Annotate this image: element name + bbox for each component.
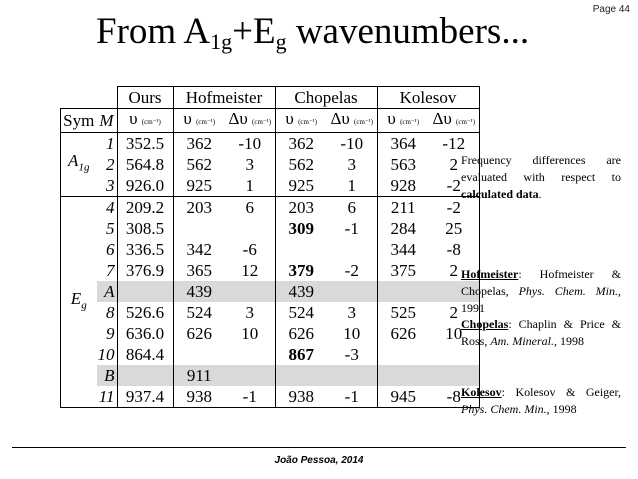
chopelas-value: 203 <box>275 197 327 219</box>
kolesov-delta: 10 <box>429 323 479 344</box>
wavenumber-table <box>60 86 480 408</box>
hofmeister-delta: 12 <box>225 260 275 281</box>
chopelas-value: 938 <box>275 386 327 408</box>
hofmeister-delta <box>225 365 275 386</box>
chopelas-delta: 3 <box>327 154 377 175</box>
hofmeister-value: 362 <box>173 133 225 155</box>
table-row <box>61 175 480 197</box>
chopelas-delta: 3 <box>327 302 377 323</box>
hofmeister-value: 524 <box>186 302 212 322</box>
table-row <box>61 218 480 239</box>
unit-header-row <box>61 109 480 133</box>
chopelas-value: 867 <box>288 344 314 364</box>
hofmeister-value: 925 <box>186 175 212 195</box>
footer-divider <box>12 447 626 448</box>
hofmeister-delta: 1 <box>225 175 275 197</box>
hofmeister-value: 911 <box>173 365 225 386</box>
chopelas-value: 925 <box>288 175 314 195</box>
hofmeister-value: 938 <box>173 386 225 408</box>
chopelas-value: 626 <box>288 323 314 343</box>
table-row <box>61 323 480 344</box>
ours-value: 926.0 <box>117 175 173 197</box>
ours-value: 864.4 <box>117 344 173 365</box>
ours-value: 636.0 <box>117 323 173 344</box>
chopelas-delta: 6 <box>327 197 377 219</box>
sym-a1g: $A_{1g}$ <box>61 133 97 197</box>
kolesov-value: 945 <box>377 386 429 408</box>
unit-kol-d: Δυ (cm⁻¹) <box>429 109 479 133</box>
kolesov-delta: -8 <box>429 239 479 260</box>
kolesov-value: 364 <box>377 133 429 155</box>
unit-cho-v: υ (cm⁻¹) <box>275 109 327 133</box>
kolesov-value: 375 <box>390 260 416 280</box>
m-header: M <box>97 109 118 133</box>
ours-value: 564.8 <box>117 154 173 175</box>
chopelas-delta <box>327 365 377 386</box>
table-row <box>61 302 480 323</box>
kolesov-value <box>377 365 429 386</box>
chopelas-value: 562 <box>288 154 314 174</box>
kolesov-value: 525 <box>390 302 416 322</box>
kolesov-delta: 25 <box>429 218 479 239</box>
chopelas-value: 524 <box>288 302 314 322</box>
mode-label: 4 <box>97 197 118 219</box>
table-row <box>61 365 480 386</box>
kolesov-value: 211 <box>377 197 429 219</box>
note-hofmeister: Hofmeister: Hofmeister & Chopelas, Phys. Chem. Min., 1991 <box>461 267 621 315</box>
hofmeister-value: 365 <box>186 260 212 280</box>
ours-value: 937.4 <box>117 386 173 408</box>
chopelas-delta: -1 <box>327 218 377 239</box>
kolesov-delta: 2 <box>429 154 479 175</box>
table-row <box>61 133 480 155</box>
source-hofmeister: Hofmeister <box>173 87 275 109</box>
hofmeister-delta <box>225 281 275 302</box>
chopelas-value <box>275 239 327 260</box>
chopelas-value: 439 <box>275 281 327 302</box>
ours-value: 308.5 <box>117 218 173 239</box>
hofmeister-delta <box>225 218 275 239</box>
sym-header: Sym <box>61 109 97 133</box>
mode-label: 2 <box>97 154 118 175</box>
mode-label: B <box>97 365 118 386</box>
table-row <box>61 154 480 175</box>
hofmeister-value <box>173 218 225 239</box>
hofmeister-delta: -10 <box>225 133 275 155</box>
note-chopelas: Chopelas: Chaplin & Price & Ross, Am. Mineral., 1998 <box>461 317 621 348</box>
chopelas-delta: -2 <box>327 260 377 281</box>
table-row <box>61 260 480 281</box>
sym-eg: $E_g$ <box>61 197 97 408</box>
hofmeister-value: 439 <box>173 281 225 302</box>
table-row <box>61 344 480 365</box>
unit-hof-v: υ (cm⁻¹) <box>173 109 225 133</box>
source-chopelas: Chopelas <box>275 87 377 109</box>
kolesov-value: 626 <box>390 323 416 343</box>
slide-title: From $A_{1g}+E_g$ wavenumbers... <box>96 11 530 54</box>
ours-value: 376.9 <box>117 260 173 281</box>
mode-label: 11 <box>97 386 118 408</box>
mode-label: 7 <box>97 260 118 281</box>
ours-value <box>117 281 173 302</box>
mode-label: 1 <box>97 133 118 155</box>
ours-value: 209.2 <box>117 197 173 219</box>
mode-label: 9 <box>97 323 118 344</box>
kolesov-value: 284 <box>390 218 416 238</box>
page-number: Page 44 <box>592 4 630 15</box>
kolesov-delta <box>429 365 479 386</box>
ours-value: 526.6 <box>117 302 173 323</box>
kolesov-delta: -2 <box>429 197 479 219</box>
kolesov-value: 344 <box>390 239 416 259</box>
source-ours: Ours <box>117 87 173 109</box>
kolesov-value: 563 <box>390 154 416 174</box>
mode-label: 5 <box>97 218 118 239</box>
source-header-row <box>61 87 480 109</box>
mode-label: 8 <box>97 302 118 323</box>
kolesov-value: 928 <box>390 175 416 195</box>
mode-label: A <box>97 281 118 302</box>
hofmeister-delta: -1 <box>225 386 275 408</box>
hofmeister-delta: 3 <box>225 302 275 323</box>
source-kolesov: Kolesov <box>377 87 479 109</box>
chopelas-delta: -1 <box>327 386 377 408</box>
chopelas-delta: 10 <box>327 323 377 344</box>
table-row <box>61 386 480 408</box>
chopelas-value: 379 <box>288 260 314 280</box>
note-frequency: Frequency differences are evaluated with respect to calculated data. <box>461 153 621 201</box>
table-row <box>61 239 480 260</box>
unit-kol-v: υ (cm⁻¹) <box>377 109 429 133</box>
kolesov-value <box>377 344 429 365</box>
ours-value: 336.5 <box>117 239 173 260</box>
footer-text: João Pessoa, 2014 <box>274 455 364 466</box>
kolesov-delta: -2 <box>429 175 479 197</box>
mode-label: 3 <box>97 175 118 197</box>
table-row <box>61 197 480 219</box>
hofmeister-delta <box>225 344 275 365</box>
hofmeister-value <box>173 344 225 365</box>
note-kolesov: Kolesov: Kolesov & Geiger, Phys. Chem. Min., 1998 <box>461 385 621 416</box>
mode-label: 6 <box>97 239 118 260</box>
kolesov-delta: 2 <box>429 260 479 281</box>
chopelas-delta: -3 <box>327 344 377 365</box>
hofmeister-delta: 10 <box>225 323 275 344</box>
hofmeister-delta: 6 <box>225 197 275 219</box>
hofmeister-delta: -6 <box>225 239 275 260</box>
hofmeister-value: 203 <box>173 197 225 219</box>
chopelas-delta <box>327 239 377 260</box>
hofmeister-value: 626 <box>186 323 212 343</box>
mode-label: 10 <box>97 344 118 365</box>
kolesov-delta: 2 <box>429 302 479 323</box>
kolesov-delta: -12 <box>429 133 479 155</box>
hofmeister-value: 562 <box>186 154 212 174</box>
chopelas-delta <box>327 281 377 302</box>
unit-hof-d: Δυ (cm⁻¹) <box>225 109 275 133</box>
kolesov-delta: -8 <box>429 386 479 408</box>
hofmeister-value: 342 <box>186 239 212 259</box>
table-row <box>61 281 480 302</box>
unit-cho-d: Δυ (cm⁻¹) <box>327 109 377 133</box>
chopelas-delta: -10 <box>327 133 377 155</box>
kolesov-value <box>377 281 429 302</box>
ours-value <box>117 365 173 386</box>
unit-ours: υ (cm⁻¹) <box>117 109 173 133</box>
chopelas-value: 362 <box>275 133 327 155</box>
ours-value: 352.5 <box>117 133 173 155</box>
chopelas-value <box>275 365 327 386</box>
hofmeister-delta: 3 <box>225 154 275 175</box>
chopelas-value: 309 <box>288 218 314 238</box>
chopelas-delta: 1 <box>327 175 377 197</box>
